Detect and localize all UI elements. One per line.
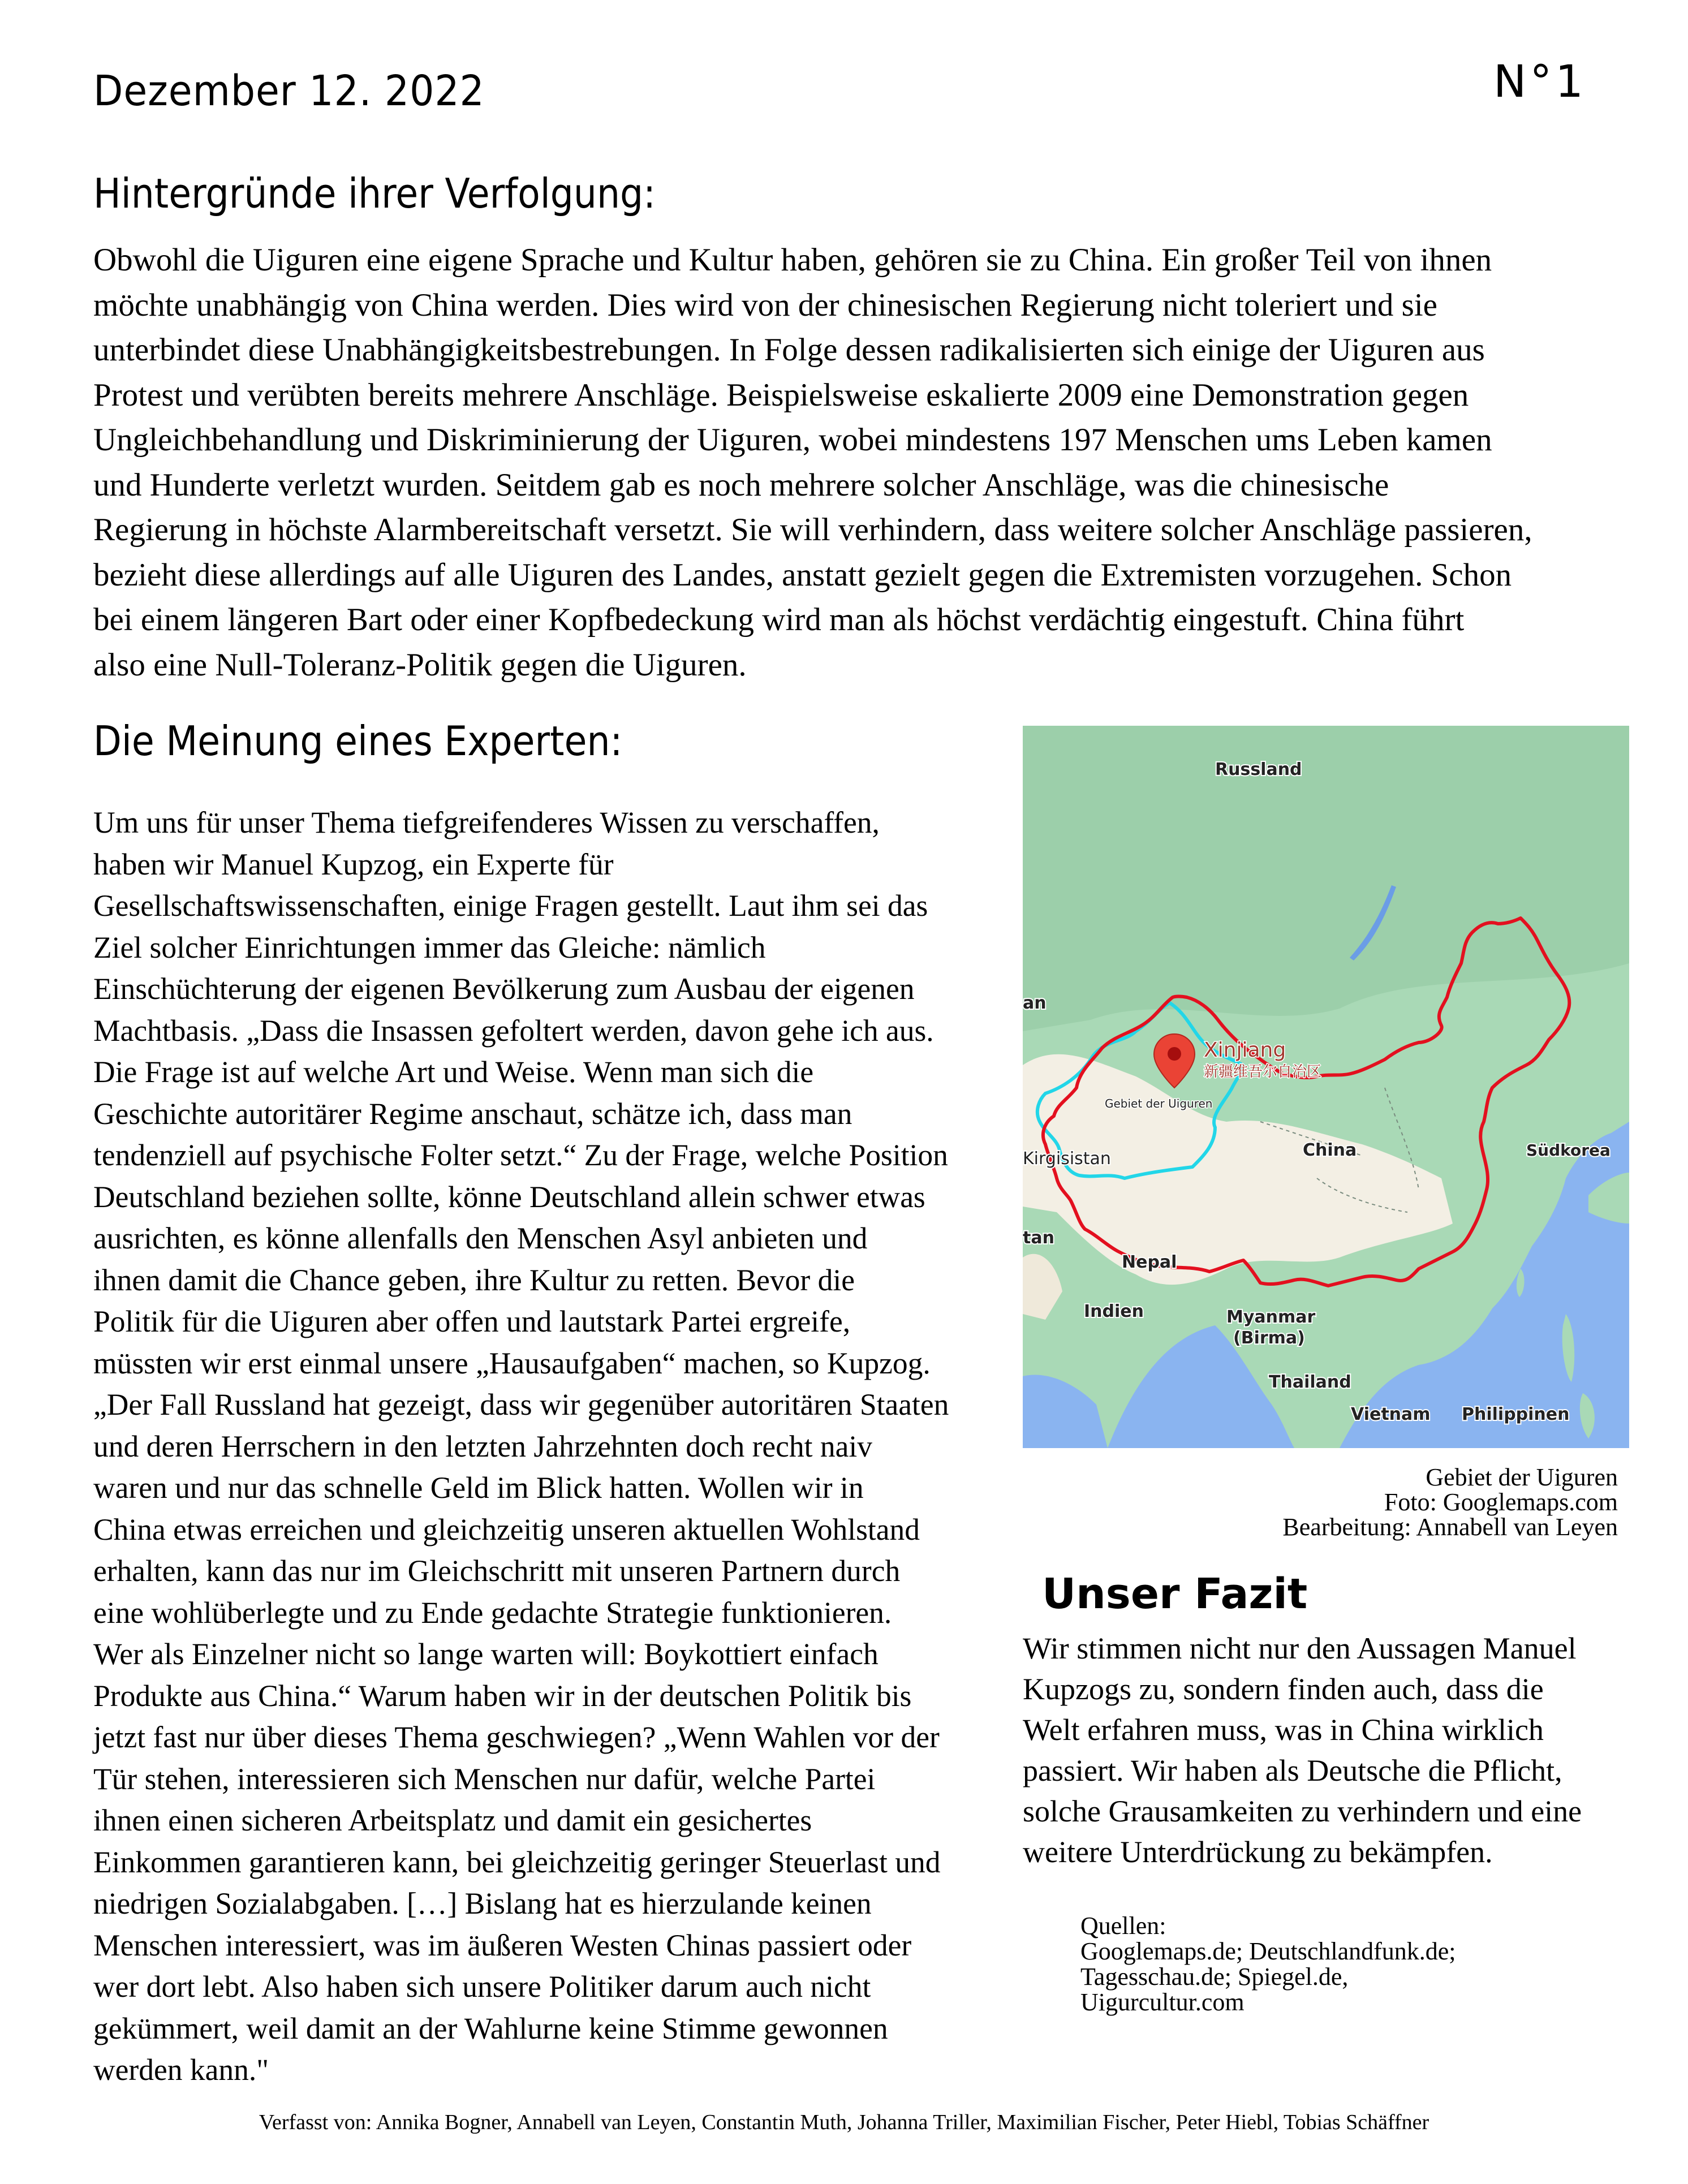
svg-text:Gebiet der Uiguren: Gebiet der Uiguren [1105,1097,1213,1110]
source-line: Googlemaps.de; Deutschlandfunk.de; [1080,1937,1456,1965]
section-heading-background: Hintergründe ihrer Verfolgung: [93,170,656,217]
text-line: also eine Null-Toleranz-Politik gegen die Uiguren. [93,647,747,683]
text-line: Wir stimmen nicht nur den Aussagen Manuel [1023,1631,1577,1665]
text-line: wer dort lebt. Also haben sich unsere Politiker darum auch nicht [93,1970,871,2004]
text-line: Kupzogs zu, sondern finden auch, dass die [1023,1672,1544,1706]
text-line: gekümmert, weil damit an der Wahlurne keine Stimme gewonnen [93,2011,888,2045]
text-line: müssten wir erst einmal unsere „Hausaufgaben“ machen, so Kupzog. [93,1346,931,1380]
text-line: Produkte aus China.“ Warum haben wir in der deutschen Politik bis [93,1678,912,1713]
text-line: Geschichte autoritärer Regime anschaut, schätze ich, dass man [93,1096,852,1131]
issue-number: N°1 [1493,57,1587,107]
fazit-paragraph [1023,1628,1634,1872]
text-line: erhalten, kann das nur im Gleichschritt mit unseren Partnern durch [93,1554,901,1588]
text-line: werden kann." [93,2053,269,2087]
text-line: Welt erfahren muss, was in China wirklich [1023,1713,1544,1747]
text-line: Wer als Einzelner nicht so lange warten will: Boykottiert einfach [93,1637,879,1671]
background-paragraph [93,238,1598,687]
text-line: Ungleichbehandlung und Diskriminierung der Uiguren, wobei mindestens 197 Menschen ums Leben kamen [93,422,1492,458]
text-line: weitere Unterdrückung zu bekämpfen. [1023,1835,1493,1869]
svg-text:tan: tan [1023,1228,1054,1248]
text-line: tendenziell auf psychische Folter setzt.“ Zu der Frage, welche Position [93,1138,948,1172]
svg-text:Nepal: Nepal [1122,1252,1177,1272]
text-line: Regierung in höchste Alarmbereitschaft versetzt. Sie will verhindern, dass weitere solcher Anschläge passieren, [93,512,1532,548]
text-line: haben wir Manuel Kupzog, ein Experte für [93,847,614,881]
text-line: Einkommen garantieren kann, bei gleichzeitig geringer Steuerlast und [93,1845,941,1879]
text-line: Deutschland beziehen sollte, könne Deutschland allein schwer etwas [93,1179,925,1214]
caption-photo-credit: Foto: Googlemaps.com [1384,1488,1618,1516]
issue-date: Dezember 12. 2022 [93,67,485,115]
svg-text:Xinjiang: Xinjiang [1204,1039,1286,1062]
source-line: Uigurcultur.com [1080,1988,1245,2016]
text-line: ausrichten, es könne allenfalls den Menschen Asyl anbieten und [93,1221,868,1255]
map-graphic [1023,726,1629,1448]
sources-list [1080,1913,1456,2015]
svg-text:(Birma): (Birma) [1233,1328,1305,1348]
text-line: eine wohlüberlegte und zu Ende gedachte Strategie funktionieren. [93,1595,892,1630]
text-line: „Der Fall Russland hat gezeigt, dass wir gegenüber autoritären Staaten [93,1388,949,1421]
text-line: und Hunderte verletzt wurden. Seitdem gab es noch mehrere solcher Anschläge, was die chinesische [93,467,1389,503]
text-line: passiert. Wir haben als Deutsche die Pflicht, [1023,1754,1562,1787]
text-line: Machtbasis. „Dass die Insassen gefoltert werden, davon gehe ich aus. [93,1013,934,1048]
text-line: Ziel solcher Einrichtungen immer das Gleiche: nämlich [93,930,766,964]
text-line: möchte unabhängig von China werden. Dies wird von der chinesischen Regierung nicht toleriert und sie [93,287,1437,323]
text-line: Gesellschaftswissenschaften, einige Fragen gestellt. Laut ihm sei das [93,889,928,923]
svg-text:Südkorea: Südkorea [1526,1141,1611,1160]
text-line: waren und nur das schnelle Geld im Blick hatten. Wollen wir in [93,1471,864,1505]
caption-edit-credit: Bearbeitung: Annabell van Leyen [1282,1513,1618,1541]
svg-text:Vietnam: Vietnam [1351,1405,1431,1424]
text-line: niedrigen Sozialabgaben. […] Bislang hat es hierzulande keinen [93,1886,872,1920]
text-line: und deren Herrschern in den letzten Jahrzehnten doch recht naiv [93,1429,873,1463]
text-line: Um uns für unser Thema tiefgreifenderes Wissen zu verschaffen, [93,805,880,839]
caption-title: Gebiet der Uiguren [1426,1463,1618,1491]
svg-text:Philippinen: Philippinen [1462,1405,1570,1424]
text-line: Politik für die Uiguren aber offen und lautstark Partei ergreife, [93,1304,851,1338]
text-line: Tür stehen, interessieren sich Menschen nur dafür, welche Partei [93,1761,876,1796]
text-line: ihnen damit die Chance geben, ihre Kultur zu retten. Bevor die [93,1263,855,1297]
authors-footer: Verfasst von: Annika Bogner, Annabell van Leyen, Constantin Muth, Johanna Triller, Maximilian Fischer, Peter Hiebl, Tobias Schäffner [259,2110,1429,2134]
svg-text:China: China [1303,1140,1357,1160]
map-caption [1075,1465,1618,1540]
text-line: Die Frage ist auf welche Art und Weise. Wenn man sich die [93,1055,814,1089]
text-line: ihnen einen sicheren Arbeitsplatz und damit ein gesichertes [93,1803,812,1837]
sources-label: Quellen: [1080,1912,1166,1940]
svg-text:Russland: Russland [1215,760,1302,779]
text-line: Protest und verübten bereits mehrere Anschläge. Beispielsweise eskalierte 2009 eine Demonstration gegen [93,377,1469,413]
text-line: jetzt fast nur über dieses Thema geschwiegen? „Wenn Wahlen vor der [93,1720,940,1754]
text-line: unterbindet diese Unabhängigkeitsbestrebungen. In Folge dessen radikalisierten sich einige der Uiguren aus [93,332,1485,368]
expert-paragraph [93,802,987,2091]
map-image [1023,726,1629,1448]
svg-text:an: an [1023,993,1047,1013]
text-line: Menschen interessiert, was im äußeren Westen Chinas passiert oder [93,1928,912,1962]
svg-text:Indien: Indien [1084,1302,1144,1321]
text-line: bei einem längeren Bart oder einer Kopfbedeckung wird man als höchst verdächtig eingestuft. China führt [93,602,1465,637]
section-heading-expert: Die Meinung eines Experten: [93,717,623,765]
section-heading-fazit: Unser Fazit [1042,1570,1308,1618]
svg-text:新疆维吾尔自治区: 新疆维吾尔自治区 [1204,1063,1322,1080]
svg-text:Myanmar: Myanmar [1226,1307,1316,1327]
svg-text:Thailand: Thailand [1269,1372,1351,1392]
source-line: Tagesschau.de; Spiegel.de, [1080,1963,1349,1991]
svg-text:Kirgisistan: Kirgisistan [1023,1149,1111,1169]
text-line: Einschüchterung der eigenen Bevölkerung zum Ausbau der eigenen [93,972,915,1006]
text-line: Obwohl die Uiguren eine eigene Sprache und Kultur haben, gehören sie zu China. Ein großer Teil von ihnen [93,242,1492,278]
text-line: China etwas erreichen und gleichzeitig unseren aktuellen Wohlstand [93,1512,920,1547]
text-line: solche Grausamkeiten zu verhindern und eine [1023,1794,1582,1828]
text-line: bezieht diese allerdings auf alle Uiguren des Landes, anstatt gezielt gegen die Extremisten vorzugehen. Schon [93,557,1512,593]
